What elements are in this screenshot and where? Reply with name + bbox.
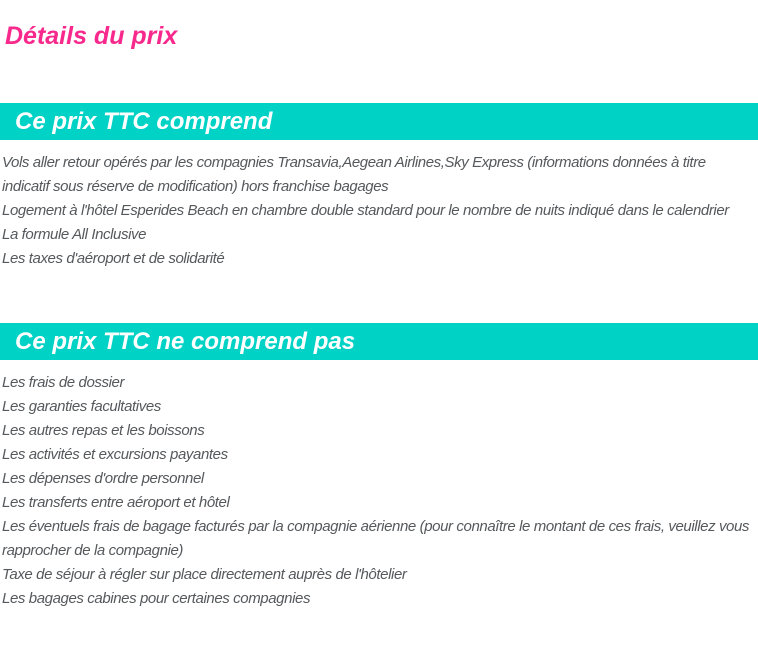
section-included-header: Ce prix TTC comprend xyxy=(0,103,758,140)
price-details-page xyxy=(0,21,758,611)
list-item: Les activités et excursions payantes xyxy=(2,446,228,463)
list-item: Les taxes d'aéroport et de solidarité xyxy=(2,250,225,267)
list-item: Les autres repas et les boissons xyxy=(2,422,205,439)
included-items-list xyxy=(0,151,758,271)
list-item: Les transferts entre aéroport et hôtel xyxy=(2,494,230,511)
page-title: Détails du prix xyxy=(5,22,178,50)
list-item: Les bagages cabines pour certaines compagnies xyxy=(2,590,311,607)
section-price-included xyxy=(0,103,758,271)
section-excluded-header: Ce prix TTC ne comprend pas xyxy=(0,323,758,360)
list-item: Les frais de dossier xyxy=(2,374,125,391)
excluded-items-list xyxy=(0,371,758,611)
list-item: Les garanties facultatives xyxy=(2,398,161,415)
section-price-excluded xyxy=(0,323,758,611)
list-item: Taxe de séjour à régler sur place directement auprès de l'hôtelier xyxy=(2,566,407,583)
list-item: La formule All Inclusive xyxy=(2,226,147,243)
list-item: Les éventuels frais de bagage facturés par la compagnie aérienne (pour connaître le montant de ces frais, veuillez vous rapprocher de la compagnie) xyxy=(2,518,750,559)
list-item: Les dépenses d'ordre personnel xyxy=(2,470,204,487)
list-item: Logement à l'hôtel Esperides Beach en chambre double standard pour le nombre de nuits indiqué dans le calendrier xyxy=(2,202,729,219)
list-item: Vols aller retour opérés par les compagnies Transavia,Aegean Airlines,Sky Express (informations données à titre indicatif sous réserve de modification) hors franchise bagages xyxy=(2,154,706,195)
